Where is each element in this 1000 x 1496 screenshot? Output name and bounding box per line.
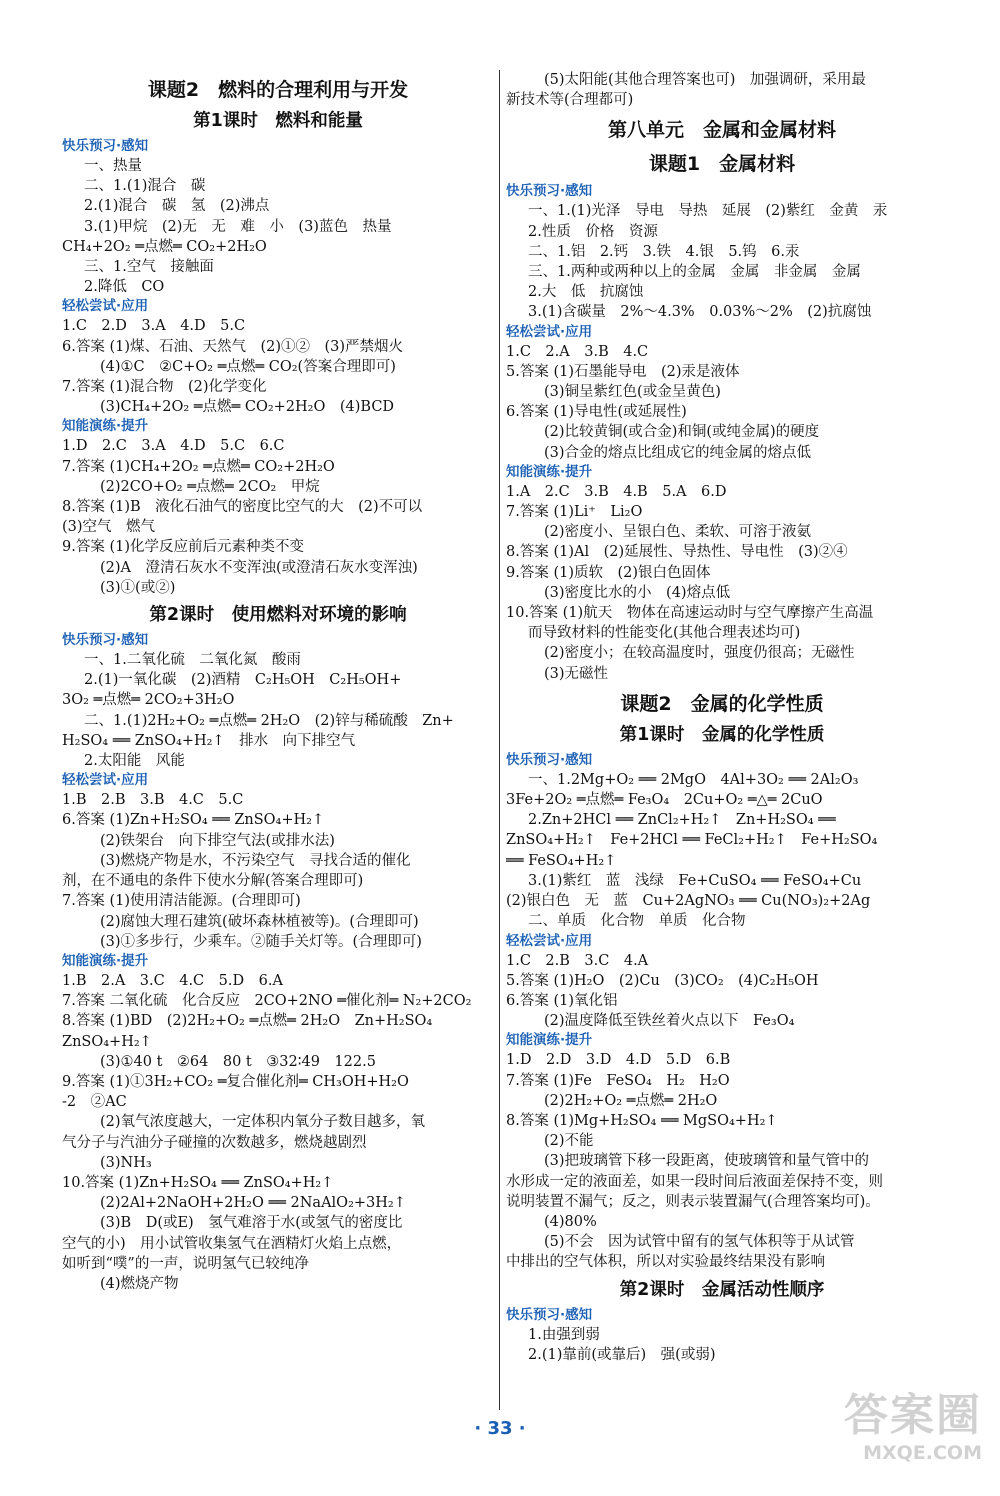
answer-line: 9.答案 (1)化学反应前后元素种类不变 [62, 539, 304, 556]
answer-line: 5.答案 (1)石墨能导电 (2)汞是液体 [506, 363, 740, 380]
answer-line: 一、1.二氧化硫 二氧化氮 酸雨 [84, 652, 301, 669]
page-number: · 33 · [474, 1418, 526, 1439]
answer-line: 9.答案 (1)①3H₂+CO₂ ═复合催化剂═ CH₃OH+H₂O [62, 1073, 409, 1090]
column-divider [499, 70, 500, 1410]
answer-line: 空气的小) 用小试管收集氢气在酒精灯火焰上点燃， [62, 1235, 402, 1252]
answer-line: 8.答案 (1)B 液化石油气的密度比空气的大 (2)不可以 [62, 499, 423, 516]
answer-line: CH₄+2O₂ ═点燃═ CO₂+2H₂O [62, 238, 267, 255]
answer-line: 10.答案 (1)Zn+H₂SO₄ ══ ZnSO₄+H₂↑ [62, 1174, 334, 1191]
answer-line: 1.C 2.B 3.C 4.A [506, 952, 649, 969]
answer-line: (2)密度小；在较高温度时，强度仍很高；无磁性 [544, 645, 855, 662]
answer-line: (4)80% [544, 1213, 597, 1230]
period-heading: 第1课时 燃料和能量 [193, 111, 363, 131]
answer-line: 二、1.(1)2H₂+O₂ ═点燃═ 2H₂O (2)锌与稀硫酸 Zn+ [84, 712, 454, 729]
lesson-heading: 课题2 燃料的合理利用与开发 [147, 79, 409, 101]
watermark-logo [814, 1390, 982, 1482]
period-heading: 第2课时 使用燃料对环境的影响 [149, 605, 407, 626]
answer-line: 2.大 低 抗腐蚀 [528, 284, 644, 301]
section-label: 快乐预习·感知 [506, 751, 593, 768]
answer-line: 7.答案 (1)使用清洁能源。(合理即可) [62, 893, 301, 910]
answer-line: 3.(1)甲烷 (2)无 无 难 小 (3)蓝色 热量 [84, 218, 392, 235]
answer-line: 2.(1)一氧化碳 (2)酒精 C₂H₅OH C₂H₅OH+ [84, 672, 402, 689]
answer-line: (4)燃烧产物 [100, 1275, 179, 1292]
answer-line: 1.D 2.D 3.D 4.D 5.D 6.B [506, 1052, 731, 1069]
answer-line: 7.答案 (1)Fe FeSO₄ H₂ H₂O [506, 1072, 730, 1089]
answer-line: 2.降低 CO [84, 279, 165, 296]
answer-line: (2)温度降低至铁丝着火点以下 Fe₃O₄ [544, 1013, 795, 1030]
answer-line: (2)氧气浓度越大，一定体积内氧分子数目越多，氧 [100, 1114, 426, 1131]
answer-line: 7.答案 (1)混合物 (2)化学变化 [62, 379, 267, 396]
answer-line: 中排出的空气体积，所以对实验最终结果没有影响 [506, 1254, 825, 1271]
answer-line: (3)CH₄+2O₂ ═点燃═ CO₂+2H₂O (4)BCD [100, 399, 395, 416]
section-label: 轻松尝试·应用 [62, 772, 149, 789]
answer-line: (3)把玻璃管下移一段距离，使玻璃管和量气管中的 [544, 1153, 870, 1170]
answer-line: 9.答案 (1)质软 (2)银白色固体 [506, 564, 711, 581]
right-column [506, 70, 938, 1365]
answer-line: (5)不会 因为试管中留有的氢气体积等于从试管 [544, 1234, 855, 1251]
answer-line: 10.答案 (1)航天 物体在高速运动时与空气摩擦产生高温 [506, 605, 874, 622]
answer-line: 2.性质 价格 资源 [528, 223, 658, 240]
answer-line: ZnSO₄+H₂↑ Fe+2HCl ══ FeCl₂+H₂↑ Fe+H₂SO₄ [506, 832, 878, 849]
answer-line: (2)银白色 无 蓝 Cu+2AgNO₃ ══ Cu(NO₃)₂+2Ag [506, 893, 871, 910]
section-label: 知能演练·提升 [62, 418, 149, 435]
section-label: 快乐预习·感知 [62, 632, 149, 649]
answer-line: 二、单质 化合物 单质 化合物 [528, 913, 746, 930]
answer-line: 说明装置不漏气；反之，则表示装置漏气(合理答案均可)。 [506, 1193, 880, 1210]
answer-line: 1.C 2.A 3.B 4.C [506, 343, 649, 360]
answer-line: 一、热量 [84, 158, 142, 174]
answer-line: 水形成一定的液面差，如果一段时间后液面差保持不变，则 [506, 1173, 883, 1190]
answer-line: 7.答案 (1)Li⁺ Li₂O [506, 504, 643, 521]
answer-line: (3)密度比水的小 (4)熔点低 [544, 584, 731, 601]
answer-line: (3)合金的熔点比组成它的纯金属的熔点低 [544, 444, 812, 461]
answer-line: (3)空气 燃气 [62, 519, 156, 536]
section-label: 轻松尝试·应用 [62, 298, 149, 315]
answer-line: (3)燃烧产物是水，不污染空气 寻找合适的催化 [100, 852, 411, 869]
answer-line: (2)2CO+O₂ ═点燃═ 2CO₂ 甲烷 [100, 478, 320, 495]
answer-line: ══ FeSO₄+H₂↑ [506, 852, 617, 869]
answer-line: 3O₂ ═点燃═ 2CO₂+3H₂O [62, 692, 235, 709]
answer-line: (3)B D(或E) 氢气难溶于水(或氢气的密度比 [100, 1215, 403, 1232]
answer-line: 三、1.空气 接触面 [84, 259, 214, 276]
section-label: 快乐预习·感知 [62, 138, 149, 154]
answer-line: -2 ②AC [62, 1094, 127, 1111]
watermark-logo-text: 答案圈 [844, 1390, 982, 1441]
answer-line: (2)不能 [544, 1133, 594, 1150]
answer-line: 6.答案 (1)导电性(或延展性) [506, 404, 687, 421]
answer-line: 二、1.(1)混合 碳 [84, 178, 206, 195]
answer-line: 2.(1)靠前(或靠后) 强(或弱) [528, 1346, 716, 1363]
answer-line: 1.B 2.B 3.B 4.C 5.C [62, 792, 244, 809]
answer-line: (5)太阳能(其他合理答案也可) 加强调研，采用最 [544, 72, 866, 88]
answer-line: (2)2Al+2NaOH+2H₂O ══ 2NaAlO₂+3H₂↑ [100, 1195, 406, 1212]
answer-line: 8.答案 (1)Al (2)延展性、导热性、导电性 (3)②④ [506, 544, 848, 561]
answer-line: 6.答案 (1)Zn+H₂SO₄ ══ ZnSO₄+H₂↑ [62, 812, 325, 829]
answer-line: 3.(1)含碳量 2%～4.3% 0.03%～2% (2)抗腐蚀 [528, 304, 872, 321]
section-label: 轻松尝试·应用 [506, 323, 593, 340]
answer-line: (3)无磁性 [544, 665, 609, 682]
answer-line: 1.由强到弱 [528, 1326, 600, 1343]
section-label: 快乐预习·感知 [506, 1306, 593, 1323]
lesson-heading: 第八单元 金属和金属材料 [607, 119, 836, 142]
answer-line: 3.(1)紫红 蓝 浅绿 Fe+CuSO₄ ══ FeSO₄+Cu [528, 872, 862, 889]
answer-line: 一、1.2Mg+O₂ ══ 2MgO 4Al+3O₂ ══ 2Al₂O₃ [528, 771, 859, 788]
answer-line: 1.C 2.D 3.A 4.D 5.C [62, 318, 246, 335]
answer-line: (3)NH₃ [100, 1154, 152, 1171]
section-label: 知能演练·提升 [506, 463, 593, 480]
answer-line: 1.D 2.C 3.A 4.D 5.C 6.C [62, 438, 285, 455]
answer-line: 8.答案 (1)BD (2)2H₂+O₂ ═点燃═ 2H₂O Zn+H₂SO₄ [62, 1013, 433, 1030]
answer-line: ZnSO₄+H₂↑ [62, 1033, 152, 1050]
answer-line: 2.(1)混合 碳 氢 (2)沸点 [84, 198, 270, 215]
answer-line: 7.答案 (1)CH₄+2O₂ ═点燃═ CO₂+2H₂O [62, 458, 335, 475]
answer-line: 而导致材料的性能变化(其他合理表述均可) [528, 625, 801, 642]
answer-line: (3)①多步行，少乘车。②随手关灯等。(合理即可) [100, 933, 422, 950]
answer-line: 2.太阳能 风能 [84, 753, 185, 770]
answer-line: (2)A 澄清石灰水不变浑浊(或澄清石灰水变浑浊) [100, 559, 418, 576]
left-column [62, 70, 494, 1294]
answer-line: 1.A 2.C 3.B 4.B 5.A 6.D [506, 483, 727, 500]
period-heading: 第1课时 金属的化学性质 [619, 724, 825, 745]
answer-line: (2)2H₂+O₂ ═点燃═ 2H₂O [544, 1092, 718, 1109]
period-heading: 第2课时 金属活动性顺序 [619, 1279, 825, 1300]
lesson-heading: 课题2 金属的化学性质 [620, 692, 824, 715]
section-label: 知能演练·提升 [506, 1032, 593, 1049]
answer-line: 3Fe+2O₂ ═点燃═ Fe₃O₄ 2Cu+O₂ ═△═ 2CuO [506, 792, 823, 809]
answer-line: 气分子与汽油分子碰撞的次数越多，燃烧越剧烈 [62, 1134, 367, 1151]
answer-line: (2)腐蚀大理石建筑(破坏森林植被等)。(合理即可) [100, 913, 419, 930]
answer-line: 5.答案 (1)H₂O (2)Cu (3)CO₂ (4)C₂H₅OH [506, 972, 819, 989]
answer-line: 如听到“噗”的一声，说明氢气已较纯净 [62, 1255, 309, 1272]
section-label: 轻松尝试·应用 [506, 932, 593, 949]
answer-line: 2.Zn+2HCl ══ ZnCl₂+H₂↑ Zn+H₂SO₄ ══ [528, 812, 836, 829]
answer-line: (2)密度小、呈银白色、柔软、可溶于液氨 [544, 524, 812, 541]
answer-line: 6.答案 (1)氧化铝 [506, 992, 618, 1009]
answer-line: 1.B 2.A 3.C 4.C 5.D 6.A [62, 972, 283, 989]
answer-line: (3)①40 t ②64 80 t ③32∶49 122.5 [100, 1053, 376, 1070]
answer-line: 二、1.铝 2.钙 3.铁 4.银 5.钨 6.汞 [528, 243, 800, 260]
answer-line: 8.答案 (1)Mg+H₂SO₄ ══ MgSO₄+H₂↑ [506, 1112, 778, 1129]
answer-line: (3)①(或②) [100, 579, 176, 596]
answer-line: 三、1.两种或两种以上的金属 金属 非金属 金属 [528, 264, 861, 281]
answer-line: 7.答案 二氧化硫 化合反应 2CO+2NO ═催化剂═ N₂+2CO₂ [62, 993, 472, 1010]
answer-line: 新技术等(合理都可) [506, 92, 634, 109]
answer-line: H₂SO₄ ══ ZnSO₄+H₂↑ 排水 向下排空气 [62, 732, 356, 749]
answer-line: (3)铜呈紫红色(或金呈黄色) [544, 384, 721, 401]
answer-line: 剂，在不通电的条件下使水分解(答案合理即可) [62, 873, 364, 890]
lesson-heading: 课题1 金属材料 [648, 153, 796, 176]
answer-line: 一、1.(1)光泽 导电 导热 延展 (2)紫红 金黄 汞 [528, 203, 888, 220]
answer-line: (4)①C ②C+O₂ ═点燃═ CO₂(答案合理即可) [100, 358, 396, 375]
section-label: 快乐预习·感知 [506, 183, 593, 200]
answer-line: (2)比较黄铜(或合金)和铜(或纯金属)的硬度 [544, 424, 820, 441]
watermark-url: MXQE.COM [863, 1442, 982, 1464]
answer-line: (2)铁架台 向下排空气法(或排水法) [100, 832, 335, 849]
section-label: 知能演练·提升 [62, 952, 149, 969]
answer-line: 6.答案 (1)煤、石油、天然气 (2)①② (3)严禁烟火 [62, 338, 404, 355]
